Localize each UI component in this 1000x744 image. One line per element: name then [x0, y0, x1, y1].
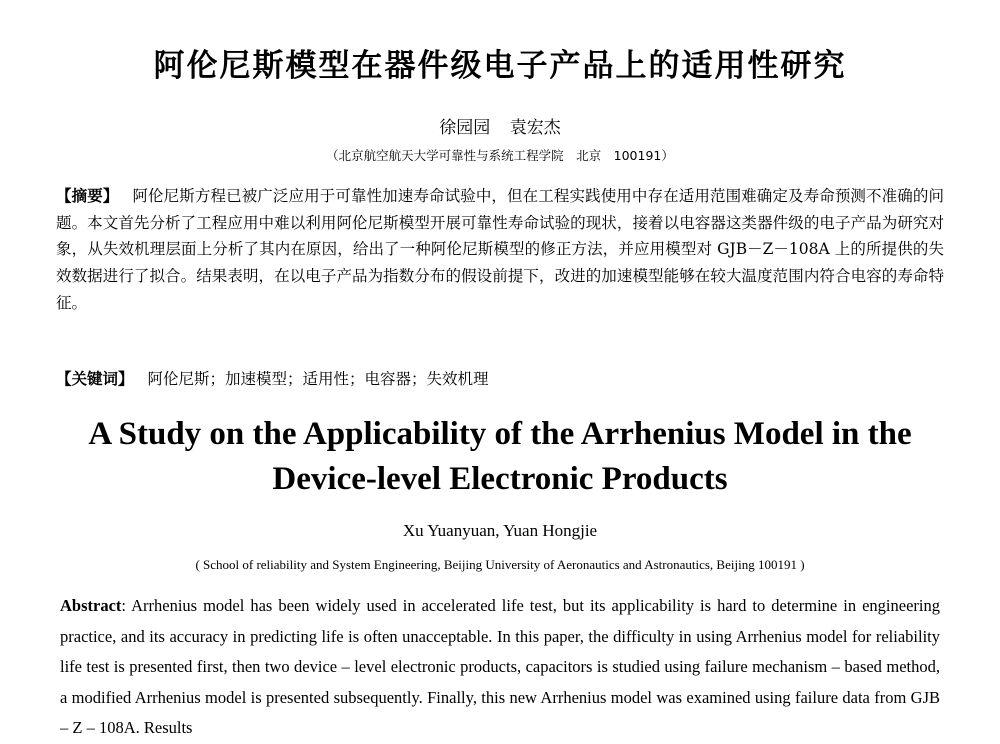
keywords-cn: [56, 367, 944, 389]
abstract-label-cn: 【摘要】: [56, 187, 119, 205]
paper-title-en: A Study on the Applicability of the Arrhenius Model in the Device-level Electronic Products: [88, 416, 912, 497]
keywords-text-cn: 阿伦尼斯；加速模型；适用性；电容器；失效机理: [147, 370, 489, 388]
authors-en: Xu Yuanyuan, Yuan Hongjie: [402, 521, 598, 540]
abstract-label-en: Abstract: [60, 596, 122, 615]
authors-cn: 徐园园 袁宏杰: [439, 118, 561, 138]
abstract-text-en: : Arrhenius model has been widely used in accelerated life test, but its applicability is hard to determine in engineering practice, and its accuracy in predicting life is often unacceptable. In this paper, the difficulty in using Arrhenius model for reliability life test is presented first, then two device – level electronic products, capacitors is studied using failure mechanism – based method, a modified Arrhenius model is presented subsequently. Finally, this new Arrhenius model was examined using failure data from GJB – Z – 108A. Results: [60, 596, 940, 737]
abstract-cn: [56, 183, 944, 317]
abstract-en: [60, 591, 940, 744]
keywords-label-cn: 【关键词】: [56, 370, 134, 388]
affiliation-en: ( School of reliability and System Engineering, Beijing University of Aeronautics and Astronautics, Beijing 100191 ): [195, 557, 805, 572]
paper-title-cn: 阿伦尼斯模型在器件级电子产品上的适用性研究: [153, 48, 847, 84]
affiliation-cn: （北京航空航天大学可靠性与系统工程学院 北京 100191）: [326, 148, 674, 163]
abstract-text-cn: 阿伦尼斯方程已被广泛应用于可靠性加速寿命试验中，但在工程实践使用中存在适用范围难确定及寿命预测不准确的问题。本文首先分析了工程应用中难以利用阿伦尼斯模型开展可靠性寿命试验的现状，接着以电容器这类器件级的电子产品为研究对象，从失效机理层面上分析了其内在原因，给出了一种阿伦尼斯模型的修正方法，并应用模型对 GJB－Z－108A 上的所提供的失效数据进行了拟合。结果表明，在以电子产品为指数分布的假设前提下，改进的加速模型能够在较大温度范围内符合电容的寿命特征。: [56, 187, 944, 312]
